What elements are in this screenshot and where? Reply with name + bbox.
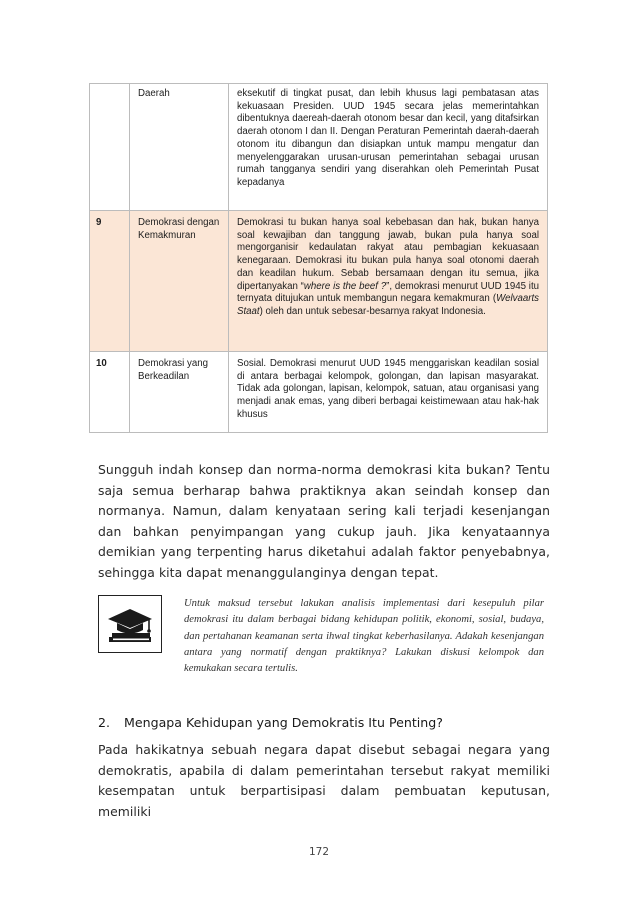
body-paragraph: Sungguh indah konsep dan norma-norma demokrasi kita bukan? Tentu saja semua berharap bahwa praktiknya akan seindah konsep dan normanya. Namun, dalam kenyataan sering kali terjadi kesenjangan dan bahkan penyimpangan yang cukup jauh. Jika kenyataannya demikian yang terpenting harus diketahui adalah faktor penyebabnya, sehingga kita dapat menanggulanginya dengan tepat. [98,462,550,580]
page-number: 172 [308,846,330,858]
graduation-cap-on-book-icon [98,595,162,653]
row-number: 10 [90,352,130,433]
section-title: Mengapa Kehidupan yang Demokratis Itu Penting? [124,715,443,730]
desc-italic-text: where is the beef ? [303,280,387,292]
table-row [90,211,548,352]
pillar-name: Daerah [130,84,229,211]
section-number: 2. [98,715,111,730]
desc-text: Demokrasi tu bukan hanya soal kebebasan dan hak, bukan hanya soal kewajiban dan tanggung jawab, bukan pula hanya soal mengorganisir kedaulatan rakyat atau pembagian kekuasaan kenegaraan. Demokrasi itu bukan pula hanya soal otonomi daerah dan keadilan hukum. Sebab bersamaan dengan itu semua, jika dipertanyakan “ [237,217,539,292]
pillar-description: eksekutif di tingkat pusat, dan lebih khusus lagi pembatasan atas kekuasaan Presiden. UUD 1945 secara jelas memerintahkan dibentuknya daereah-daerah otonom besar dan kecil, yang ditafsirkan daerah otonom I dan II. Dengan Peraturan Pemerintah daerah-daerah otonom itu dibangun dan disiapkan untuk mampu mengatur dan menyelenggarakan urusan-urusan pemerintahan sebagai urusan rumah tangganya sendiri yang diserahkan oleh Pemerintah Pusat kepadanya [229,84,548,211]
pillar-name: Demokrasi dengan Kemakmuran [130,211,229,352]
pillar-description [229,211,548,352]
pillar-name: Demokrasi yang Berkeadilan [130,352,229,433]
table-row [90,84,548,211]
desc-italic-text: Welvaarts Staat [237,293,539,317]
desc-text: ) oleh dan untuk sebesar-besarnya rakyat Indonesia. [259,305,486,317]
section-heading [98,715,550,730]
pillars-table [89,83,548,433]
body-paragraph: Pada hakikatnya sebuah negara dapat disebut sebagai negara yang demokratis, apabila di dalam pemerintahan tersebut rakyat memiliki kesempatan untuk berpartisipasi dalam pembuatan keputusan, memiliki [98,742,550,819]
task-instruction: Untuk maksud tersebut lakukan analisis implementasi dari kesepuluh pilar demokrasi itu dalam berbagai bidang kehidupan politik, ekonomi, sosial, budaya, dan pertahanan keamanan serta ihwal tingkat keberhasilanya. Adakah kesenjangan antara yang normatif dengan praktiknya? Lakukan diskusi kelompok dan kemukakan secara tertulis. [184,598,544,675]
table-row [90,352,548,433]
pillar-description: Sosial. Demokrasi menurut UUD 1945 menggariskan keadilan sosial di antara berbagai kelompok, golongan, dan lapisan masyarakat. Tidak ada golongan, lapisan, kelompok, satuan, atau organisasi yang menjadi anak emas, yang diberi berbagai keistimewaan atau hak-hak khusus [229,352,548,433]
row-number: 9 [90,211,130,352]
desc-text: ”, demokrasi menurut UUD 1945 itu ternyata ditujukan untuk membangun negara kemakmuran ( [237,280,540,305]
task-box [98,590,550,680]
row-number [90,84,130,211]
